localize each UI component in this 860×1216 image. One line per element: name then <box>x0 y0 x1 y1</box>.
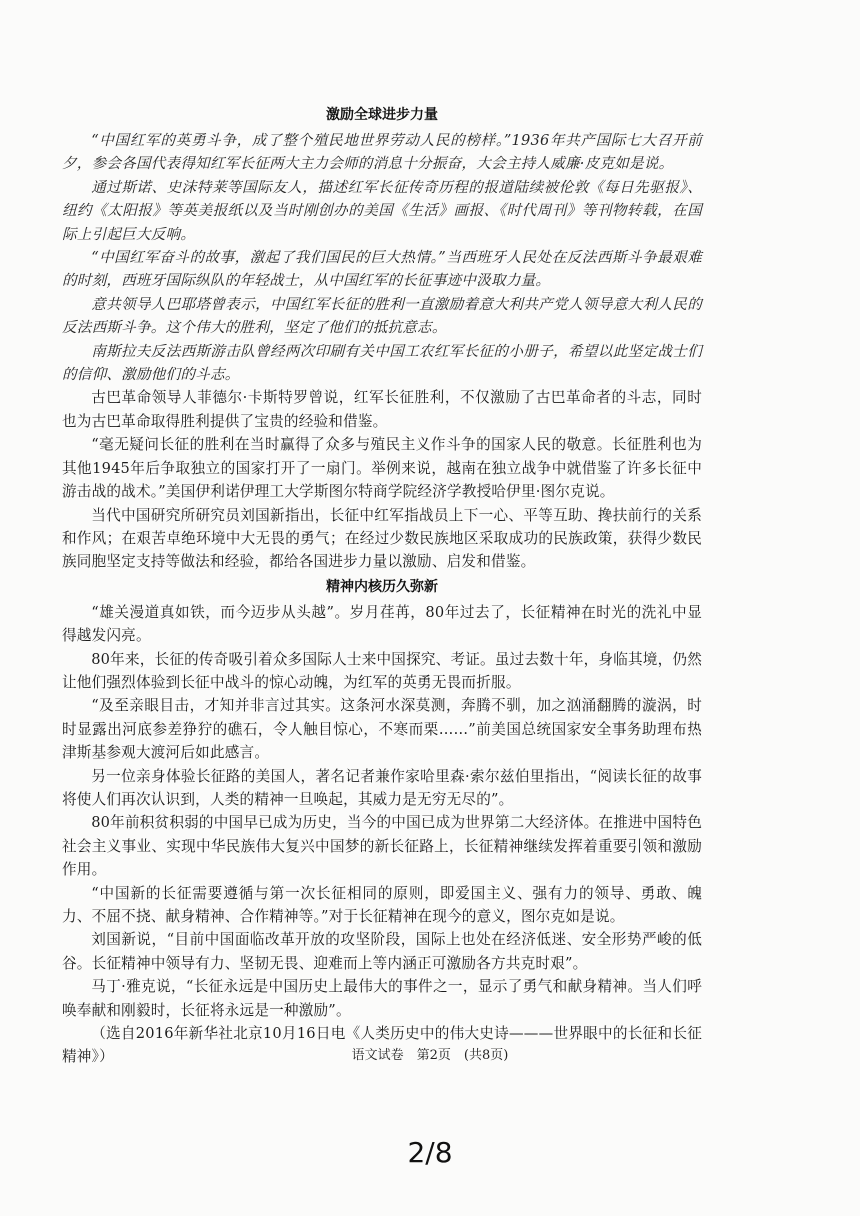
section-title-1: 激励全球进步力量 <box>326 107 438 123</box>
paragraph: “中国红军的英勇斗争，成了整个殖民地世界劳动人民的榜样。”1936年共产国际七大召开前夕，参会各国代表得知红军长征两大主力会师的消息十分振奋，大会主持人威廉·皮克如是说。 <box>62 132 702 173</box>
paragraph: “雄关漫道真如铁，而今迈步从头越”。岁月荏苒，80年过去了，长征精神在时光的洗礼中显得越发闪亮。 <box>62 603 702 645</box>
page-indicator: 2/8 <box>407 1136 453 1169</box>
article-body <box>62 104 702 1069</box>
paragraph: “中国新的长征需要遵循与第一次长征相同的原则，即爱国主义、强有力的领导、勇敢、魄力、不屈不挠、献身精神、合作精神等。”对于长征精神在现今的意义，图尔克如是说。 <box>62 884 702 925</box>
paragraph: 通过斯诺、史沫特莱等国际友人，描述红军长征传奇历程的报道陆续被伦敦《每日先驱报》、纽约《太阳报》等英美报纸以及当时刚创办的美国《生活》画报、《时代周刊》等刊物转载，在国际上引起巨大反响。 <box>62 178 702 243</box>
paragraph: 刘国新说，“目前中国面临改革开放的攻坚阶段，国际上也处在经济低迷、安全形势严峻的低谷。长征精神中领导有力、坚韧无畏、迎难而上等内涵正可激励各方共克时艰”。 <box>62 931 702 972</box>
paragraph: 古巴革命领导人菲德尔·卡斯特罗曾说，红军长征胜利，不仅激励了古巴革命者的斗志，同时也为古巴革命取得胜利提供了宝贵的经验和借鉴。 <box>62 389 702 430</box>
paragraph: 意共领导人巴耶塔曾表示，中国红军长征的胜利一直激励着意大利共产党人领导意大利人民的反法西斯斗争。这个伟大的胜利，坚定了他们的抵抗意志。 <box>62 295 702 337</box>
source-citation: （选自2016年新华社北京10月16日电《人类历史中的伟大史诗———世界眼中的长征和长征精神》） <box>62 1025 702 1066</box>
paragraph: 马丁·雅克说，“长征永远是中国历史上最伟大的事件之一，显示了勇气和献身精神。当人们呼唤奉献和刚毅时，长征将永远是一种激励”。 <box>62 978 702 1019</box>
paragraph: 当代中国研究所研究员刘国新指出，长征中红军指战员上下一心、平等互助、搀扶前行的关系和作风；在艰苦卓绝环境中大无畏的勇气；在经过少数民族地区采取成功的民族政策，获得少数民族同胞坚定支持等做法和经验，都给各国进步力量以激励、启发和借鉴。 <box>62 506 702 571</box>
section-title-2: 精神内核历久弥新 <box>326 578 438 595</box>
paragraph: 另一位亲身体验长征路的美国人，著名记者兼作家哈里森·索尔兹伯里指出，“阅读长征的故事将使人们再次认识到，人类的精神一旦唤起，其威力是无穷无尽的”。 <box>62 767 702 808</box>
paragraph: “中国红军奋斗的故事，激起了我们国民的巨大热情。”当西班牙人民处在反法西斯斗争最艰难的时刻，西班牙国际纵队的年轻战士，从中国红军的长征事迹中汲取力量。 <box>62 249 702 290</box>
paragraph: “及至亲眼目击，才知并非言过其实。这条河水深莫测，奔腾不驯，加之汹涌翻腾的漩涡，时时显露出河底参差狰狞的礁石，令人触目惊心，不寒而栗……”前美国总统国家安全事务助理布热津斯基参观大渡河后如此感言。 <box>62 697 702 762</box>
paragraph: 80年前积贫积弱的中国早已成为历史，当今的中国已成为世界第二大经济体。在推进中国特色社会主义事业、实现中华民族伟大复兴中国梦的新长征路上，长征精神继续发挥着重要引领和激励作用。 <box>62 814 702 879</box>
page-footer: 语文试卷 第2页 (共8页) <box>351 1048 509 1063</box>
paragraph: 南斯拉夫反法西斯游击队曾经两次印刷有关中国工农红军长征的小册子，希望以此坚定战士们的信仰、激励他们的斗志。 <box>62 342 702 384</box>
paragraph: 80年来，长征的传奇吸引着众多国际人士来中国探究、考证。虽过去数十年，身临其境，仍然让他们强烈体验到长征中战斗的惊心动魄，为红军的英勇无畏而折服。 <box>62 650 702 691</box>
paragraph: “毫无疑问长征的胜利在当时赢得了众多与殖民主义作斗争的国家人民的敬意。长征胜利也为其他1945年后争取独立的国家打开了一扇门。举例来说，越南在独立战争中就借鉴了许多长征中游击战的战术。”美国伊利诺伊理工大学斯图尔特商学院经济学教授哈伊里·图尔克说。 <box>62 436 702 501</box>
